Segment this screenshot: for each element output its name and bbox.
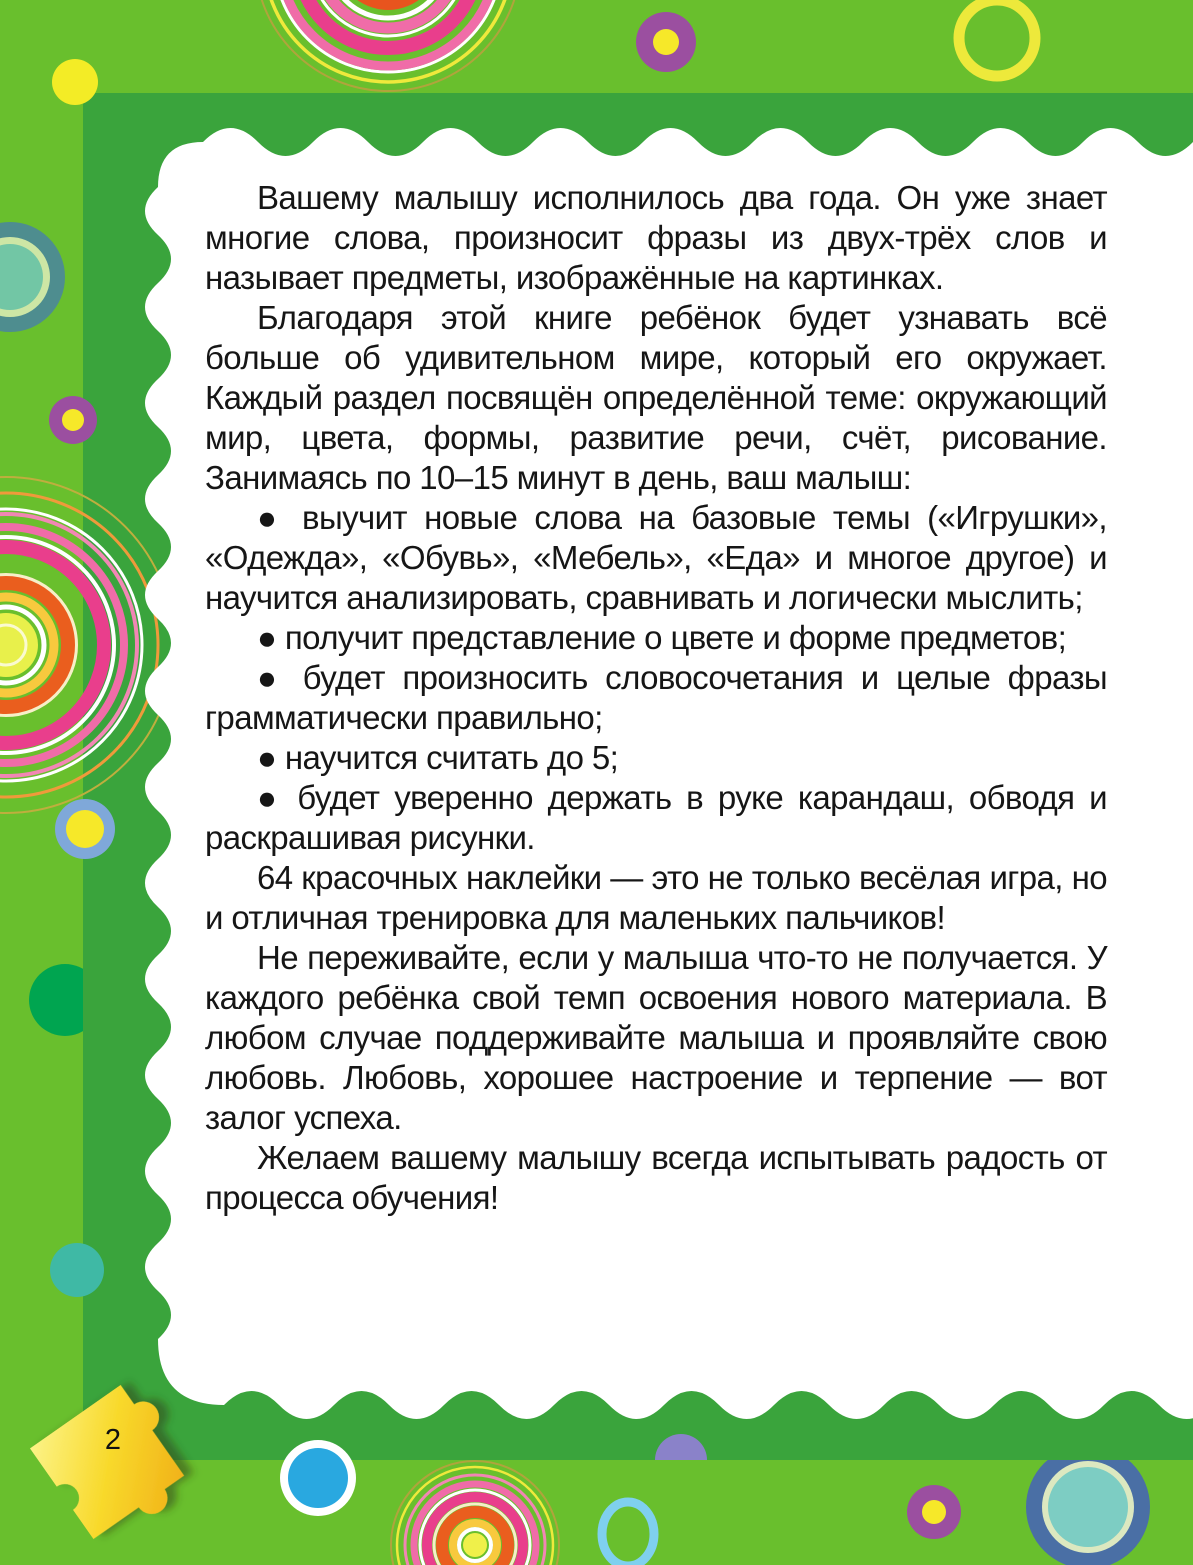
intro-text	[205, 178, 1107, 1218]
page-number: 2	[104, 1424, 122, 1456]
blue-white-dot	[280, 1440, 356, 1516]
paragraph: Благодаря этой книге ребёнок будет узнавать всё больше об удивительном мире, который его окружает. Каждый раздел посвящён определённой теме: окружающий мир, цвета, формы, развитие речи, счёт, рисование. Занимаясь по 10–15 минут в день, ваш малыш:	[205, 299, 1107, 496]
bullet-paragraph: ● выучит новые слова на базовые темы («Игрушки», «Одежда», «Обувь», «Мебель», «Еда» и многое другое) и научится анализировать, сравнивать и логически мыслить;	[205, 499, 1107, 616]
purple-yellow-dot-top	[636, 12, 696, 72]
paragraph: Вашему малышу исполнилось два года. Он уже знает многие слова, произносит фразы из двух-трёх слов и называет предметы, изображённые на картинках.	[205, 179, 1107, 296]
bullet-paragraph: ● будет произносить словосочетания и целые фразы грамматически правильно;	[205, 659, 1107, 736]
teal-dot	[50, 1243, 104, 1297]
big-blue-circle	[1026, 1445, 1150, 1565]
paragraph: Желаем вашему малышу всегда испытывать радость от процесса обучения!	[205, 1139, 1107, 1216]
bullet-paragraph: ● получит представление о цвете и форме предметов;	[257, 619, 1067, 656]
paragraph: Не переживайте, если у малыша что-то не получается. У каждого ребёнка свой темп освоения нового материала. В любом случае поддерживайте малыша и проявляйте свою любовь. Любовь, хорошее настроение и терпение — вот залог успеха.	[205, 939, 1107, 1136]
purple-yellow-dot-left	[49, 396, 97, 444]
bullet-paragraph: ● научится считать до 5;	[257, 739, 619, 776]
yellow-dot	[52, 59, 98, 105]
bullet-paragraph: ● будет уверенно держать в руке карандаш, обводя и раскрашивая рисунки.	[205, 779, 1107, 856]
paragraph: 64 красочных наклейки — это не только весёлая игра, но и отличная тренировка для маленьких пальчиков!	[205, 859, 1107, 936]
purple-yellow-dot-bottom	[907, 1485, 961, 1539]
blue-yellow-dot-left	[55, 799, 115, 859]
